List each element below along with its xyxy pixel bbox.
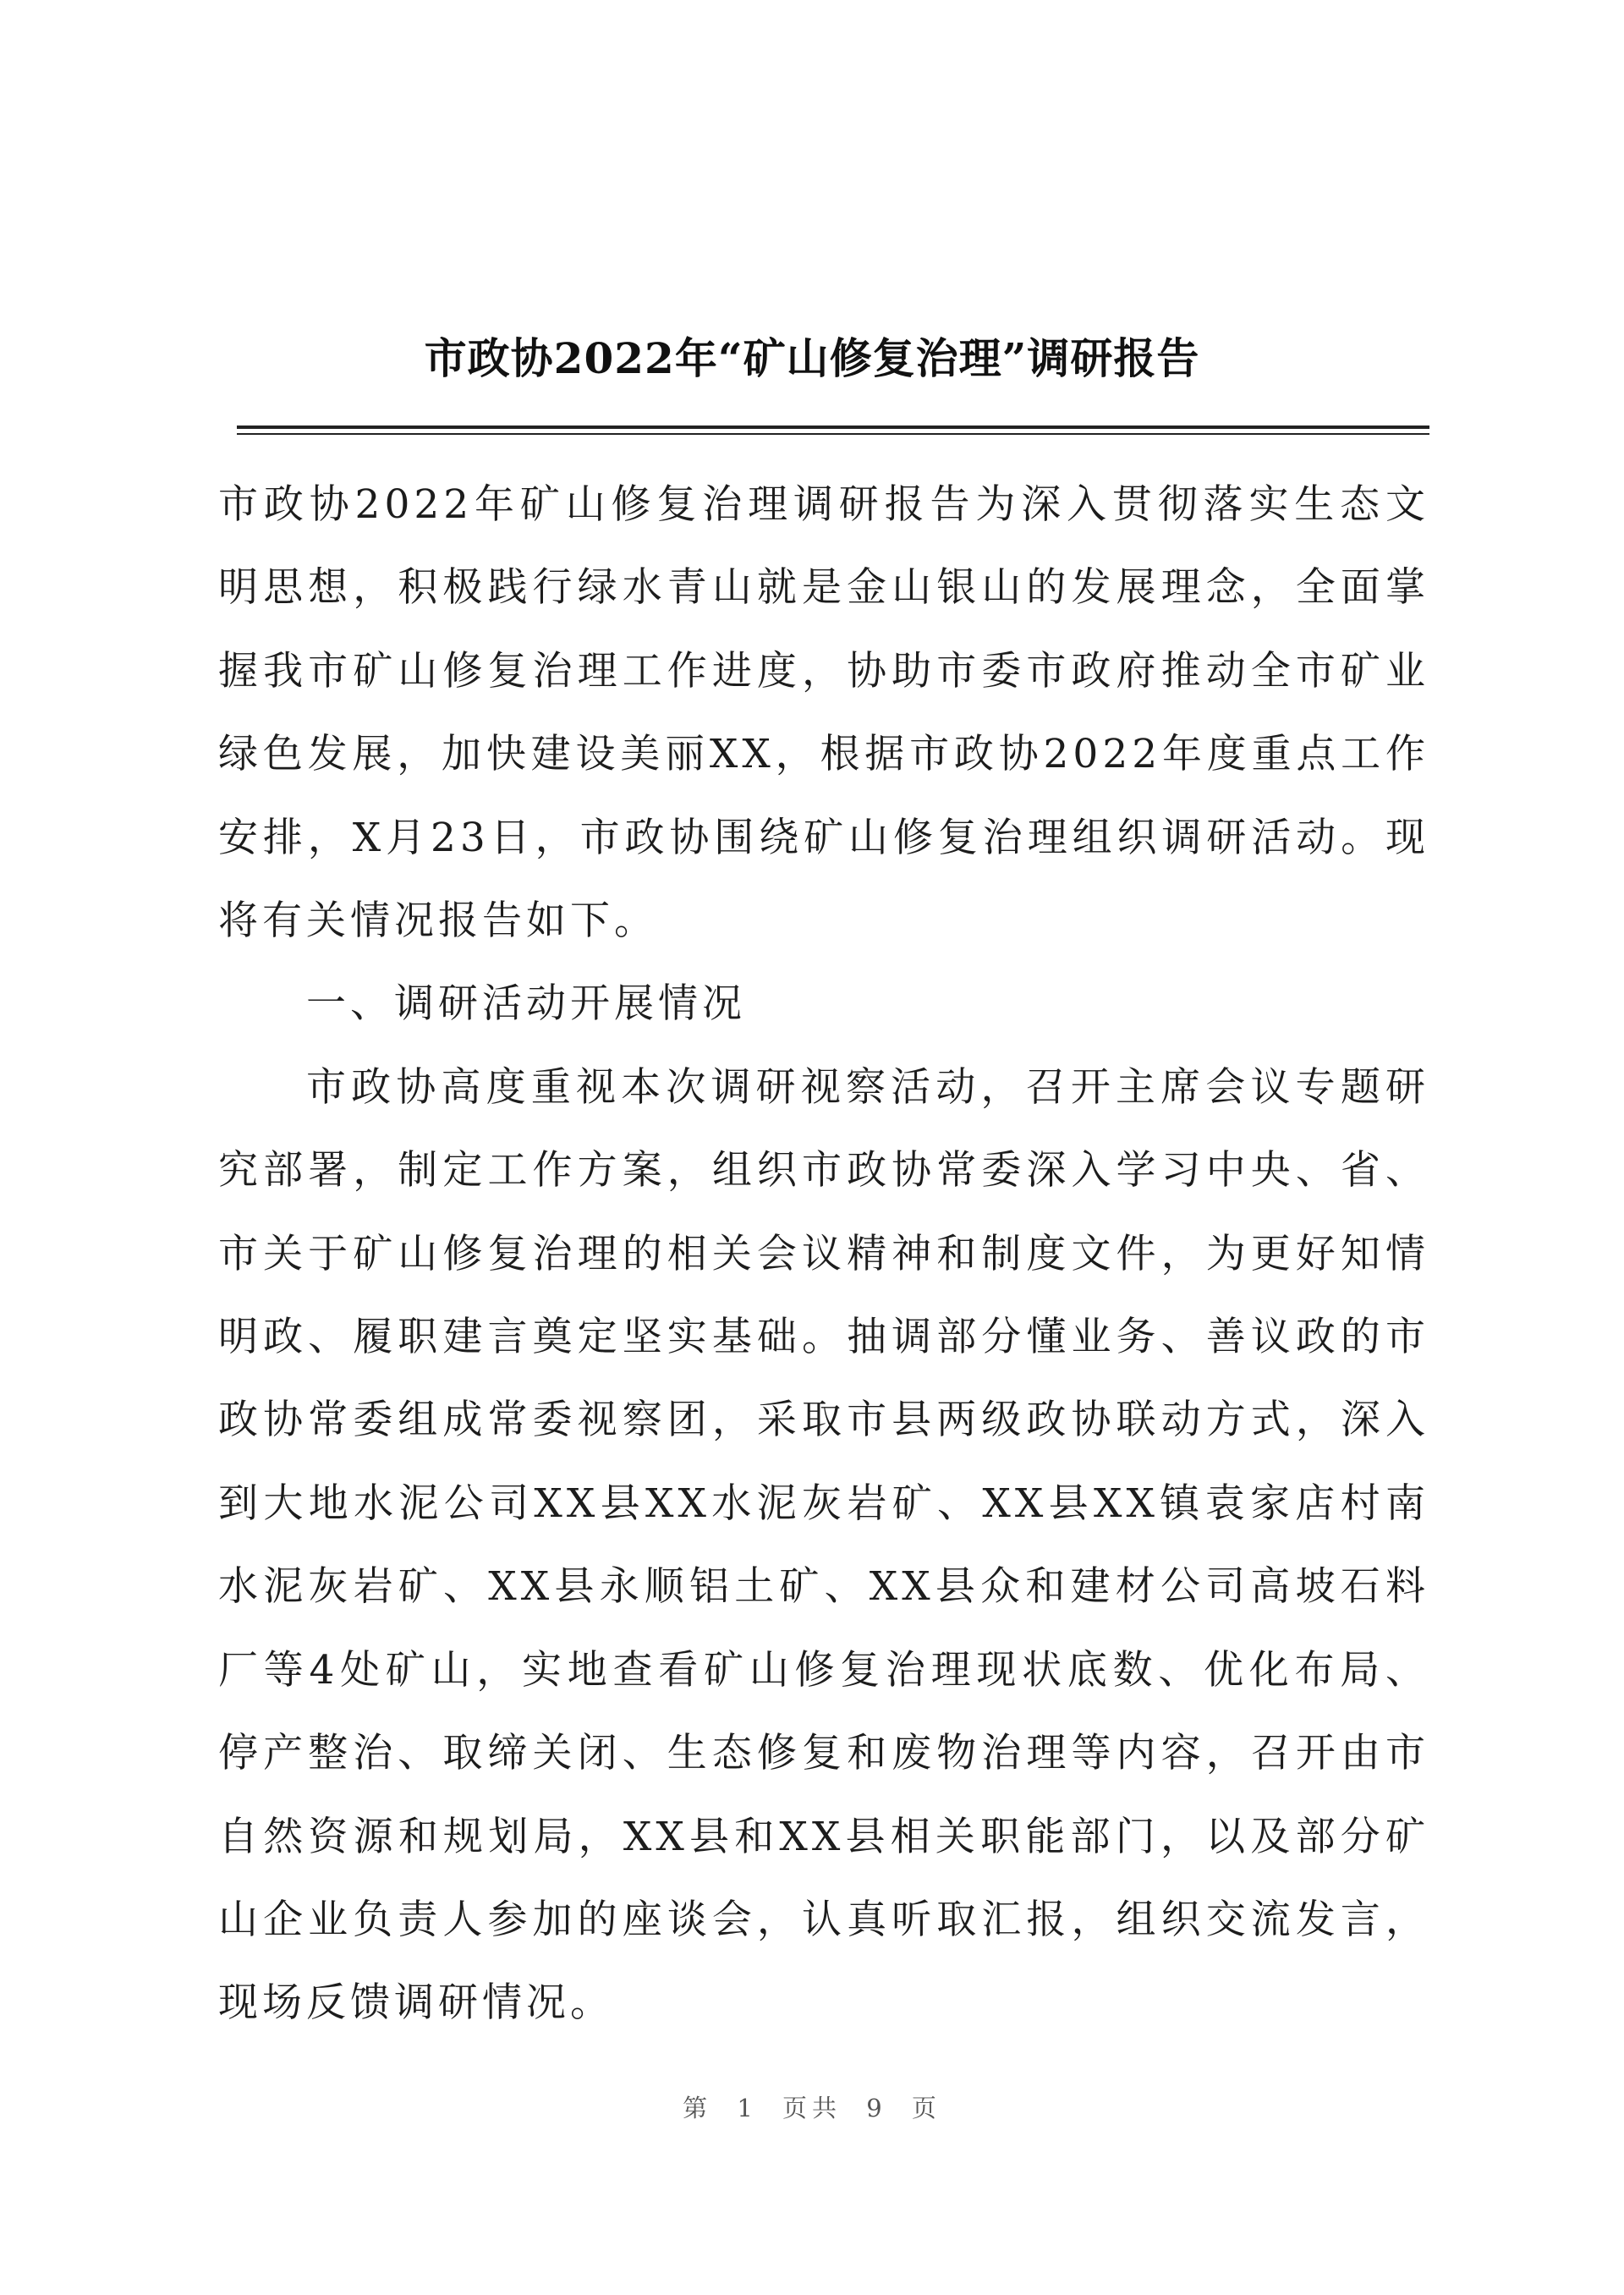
page-number-footer: 第 1 页共 9 页: [683, 2094, 941, 2122]
document-title: 市政协2022年“矿山修复治理”调研报告: [424, 333, 1200, 383]
document-body: [218, 464, 1429, 2045]
section-heading: 一、调研活动开展情况: [306, 980, 746, 1028]
body-paragraph: 市政协高度重视本次调研视察活动，召开主席会议专题研究部署，制定工作方案，组织市政协常委深入学习中央、省、市关于矿山修复治理的相关会议精神和制度文件，为更好知情明政、履职建言奠定坚实基础。抽调部分懂业务、善议政的市政协常委组成常委视察团，采取市县两级政协联动方式，深入到大地水泥公司XX县XX水泥灰岩矿、XX县XX镇袁家店村南水泥灰岩矿、XX县永顺铝土矿、XX县众和建材公司高坡石料厂等4处矿山，实地查看矿山修复治理现状底数、优化布局、停产整治、取缔关闭、生态修复和废物治理等内容，召开由市自然资源和规划局，XX县和XX县相关职能部门，以及部分矿山企业负责人参加的座谈会，认真听取汇报，组织交流发言，现场反馈调研情况。: [218, 1063, 1429, 2027]
intro-paragraph: 市政协2022年矿山修复治理调研报告为深入贯彻落实生态文明思想，积极践行绿水青山就是金山银山的发展理念，全面掌握我市矿山修复治理工作进度，协助市委市政府推动全市矿业绿色发展，加快建设美丽XX，根据市政协2022年度重点工作安排，X月23日，市政协围绕矿山修复治理组织调研活动。现将有关情况报告如下。: [218, 481, 1429, 945]
title-divider-thin: [237, 433, 1429, 435]
title-divider-thick: [237, 426, 1429, 429]
